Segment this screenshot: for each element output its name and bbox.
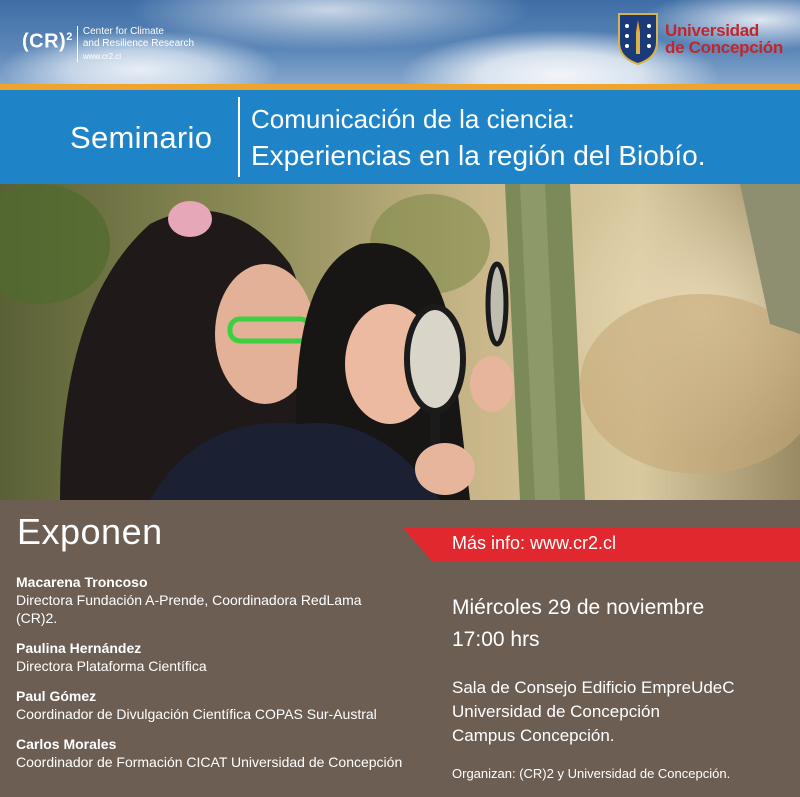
speakers-heading: Exponen — [17, 511, 163, 552]
hero-photo — [0, 184, 800, 500]
speaker-role: Coordinador de Divulgación Científica COPAS Sur-Austral — [16, 706, 377, 722]
event-time: 17:00 hrs — [452, 628, 540, 651]
logo-divider — [77, 26, 78, 62]
speaker-name: Paul Gómez — [16, 688, 97, 704]
venue-line1: Sala de Consejo Edificio EmpreUdeC — [452, 678, 735, 697]
udec-shield-icon — [617, 12, 659, 66]
speaker-item — [16, 573, 402, 627]
speaker-name: Paulina Hernández — [16, 640, 142, 656]
children-magnifier-illustration — [0, 184, 800, 500]
event-location — [452, 676, 735, 748]
title-banner — [0, 90, 800, 184]
speaker-item — [16, 687, 402, 723]
speaker-name: Macarena Troncoso — [16, 574, 148, 590]
udec-name — [665, 22, 783, 56]
cr2-logo[interactable] — [22, 26, 194, 63]
speaker-role: Directora Fundación A-Prende, Coordinadora RedLama — [16, 592, 362, 608]
event-title-line2: Experiencias en la región del Biobío. — [251, 140, 706, 171]
cr2-line2: and Resilience Research — [82, 38, 195, 49]
udec-logo[interactable] — [617, 12, 783, 66]
speaker-name: Carlos Morales — [16, 736, 117, 752]
cr2-text-block — [83, 26, 194, 63]
udec-line1: Universidad — [665, 21, 760, 40]
event-kind: Seminario — [70, 120, 213, 155]
udec-line2: de Concepción — [665, 38, 783, 57]
speakers-list — [16, 573, 402, 783]
cr2-mark: (CR)$^2$ — [22, 30, 73, 53]
event-datetime — [452, 592, 704, 656]
cr2-url[interactable]: www.cr2.cl — [82, 52, 122, 61]
venue-line2: Universidad de Concepción — [452, 702, 660, 721]
speaker-role: Coordinador de Formación CICAT Universidad de Concepción — [16, 754, 403, 770]
event-date: Miércoles 29 de noviembre — [452, 596, 705, 619]
venue-line3: Campus Concepción. — [452, 726, 615, 745]
cr2-line1: Center for Climate — [82, 26, 164, 37]
banner-divider — [238, 97, 240, 177]
header-sky — [0, 0, 800, 84]
speaker-role-cont: (CR)2. — [16, 610, 58, 626]
organizers-note: Organizan: (CR)2 y Universidad de Concepción. — [452, 766, 731, 781]
speaker-item — [16, 735, 402, 771]
event-title-line1: Comunicación de la ciencia: — [251, 104, 575, 134]
speaker-item — [16, 639, 402, 675]
more-info-link[interactable]: Más info: www.cr2.cl — [452, 533, 617, 553]
speaker-role: Directora Plataforma Científica — [16, 658, 207, 674]
